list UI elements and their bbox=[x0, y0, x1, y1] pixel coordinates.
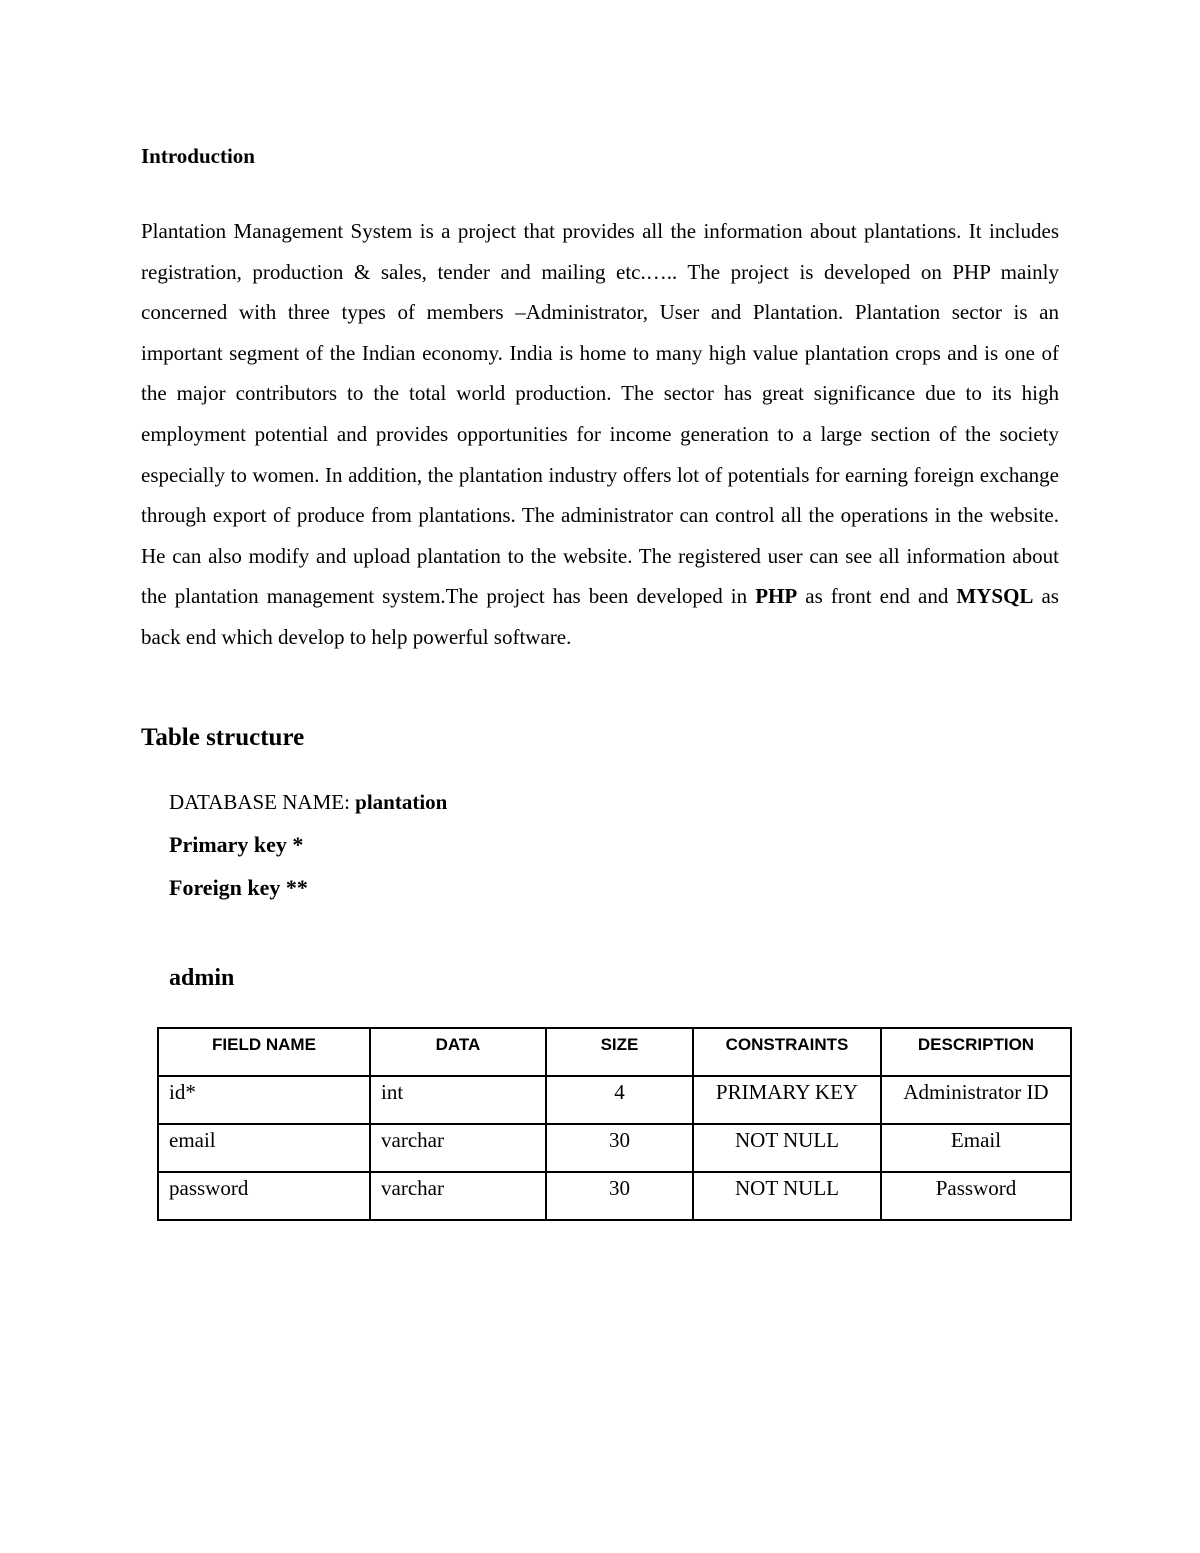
introduction-heading: Introduction bbox=[141, 144, 255, 168]
intro-bold-mysql: MYSQL bbox=[956, 584, 1034, 609]
cell-field-name: id* bbox=[158, 1076, 370, 1124]
header-size: SIZE bbox=[546, 1028, 693, 1076]
table-structure-heading: Table structure bbox=[141, 724, 305, 751]
introduction-paragraph bbox=[141, 211, 1059, 658]
cell-constraints: NOT NULL bbox=[693, 1124, 881, 1172]
cell-description: Password bbox=[881, 1172, 1071, 1220]
header-constraints: CONSTRAINTS bbox=[693, 1028, 881, 1076]
cell-constraints: NOT NULL bbox=[693, 1172, 881, 1220]
intro-text-part-2: as front end and bbox=[797, 584, 957, 609]
primary-key-note: Primary key * bbox=[169, 832, 304, 857]
cell-field-name: email bbox=[158, 1124, 370, 1172]
intro-text-part-1: Plantation Management System is a project that provides all the information about plantations. It includes registration, production & sales, tender and mailing etc.….. The project is developed on PHP mainly concerned with three types of members –Administrator, User and Plantation. Plantation sector is an important segment of the Indian economy. India is home to many high value plantation crops and is one of the major contributors to the total world production. The sector has great significance due to its high employment potential and provides opportunities for income generation to a large section of the society especially to women. In addition, the plantation industry offers lot of potentials for earning foreign exchange through export of produce from plantations. The administrator can control all the operations in the website. He can also modify and upload plantation to the website. The registered user can see all information about the plantation management system.The project has been developed in bbox=[141, 219, 1059, 609]
cell-size: 30 bbox=[546, 1172, 693, 1220]
cell-data-type: int bbox=[370, 1076, 546, 1124]
cell-size: 4 bbox=[546, 1076, 693, 1124]
database-name-label: DATABASE NAME: bbox=[169, 790, 356, 814]
database-name-line bbox=[169, 788, 447, 816]
table-row bbox=[158, 1124, 1071, 1172]
cell-size: 30 bbox=[546, 1124, 693, 1172]
cell-constraints: PRIMARY KEY bbox=[693, 1076, 881, 1124]
intro-bold-php: PHP bbox=[755, 584, 798, 609]
header-description: DESCRIPTION bbox=[881, 1028, 1071, 1076]
cell-data-type: varchar bbox=[370, 1124, 546, 1172]
cell-description: Email bbox=[881, 1124, 1071, 1172]
admin-table-name: admin bbox=[169, 965, 235, 991]
intro-text-part-3: as back end which develop to help powerful software. bbox=[141, 584, 1059, 649]
foreign-key-note: Foreign key ** bbox=[169, 875, 308, 900]
table-header-row bbox=[158, 1028, 1071, 1076]
table-row bbox=[158, 1172, 1071, 1220]
database-name-value: plantation bbox=[355, 790, 448, 814]
table-row bbox=[158, 1076, 1071, 1124]
cell-description: Administrator ID bbox=[881, 1076, 1071, 1124]
admin-schema-table bbox=[157, 1027, 1072, 1221]
header-field-name: FIELD NAME bbox=[158, 1028, 370, 1076]
cell-data-type: varchar bbox=[370, 1172, 546, 1220]
header-data: DATA bbox=[370, 1028, 546, 1076]
cell-field-name: password bbox=[158, 1172, 370, 1220]
